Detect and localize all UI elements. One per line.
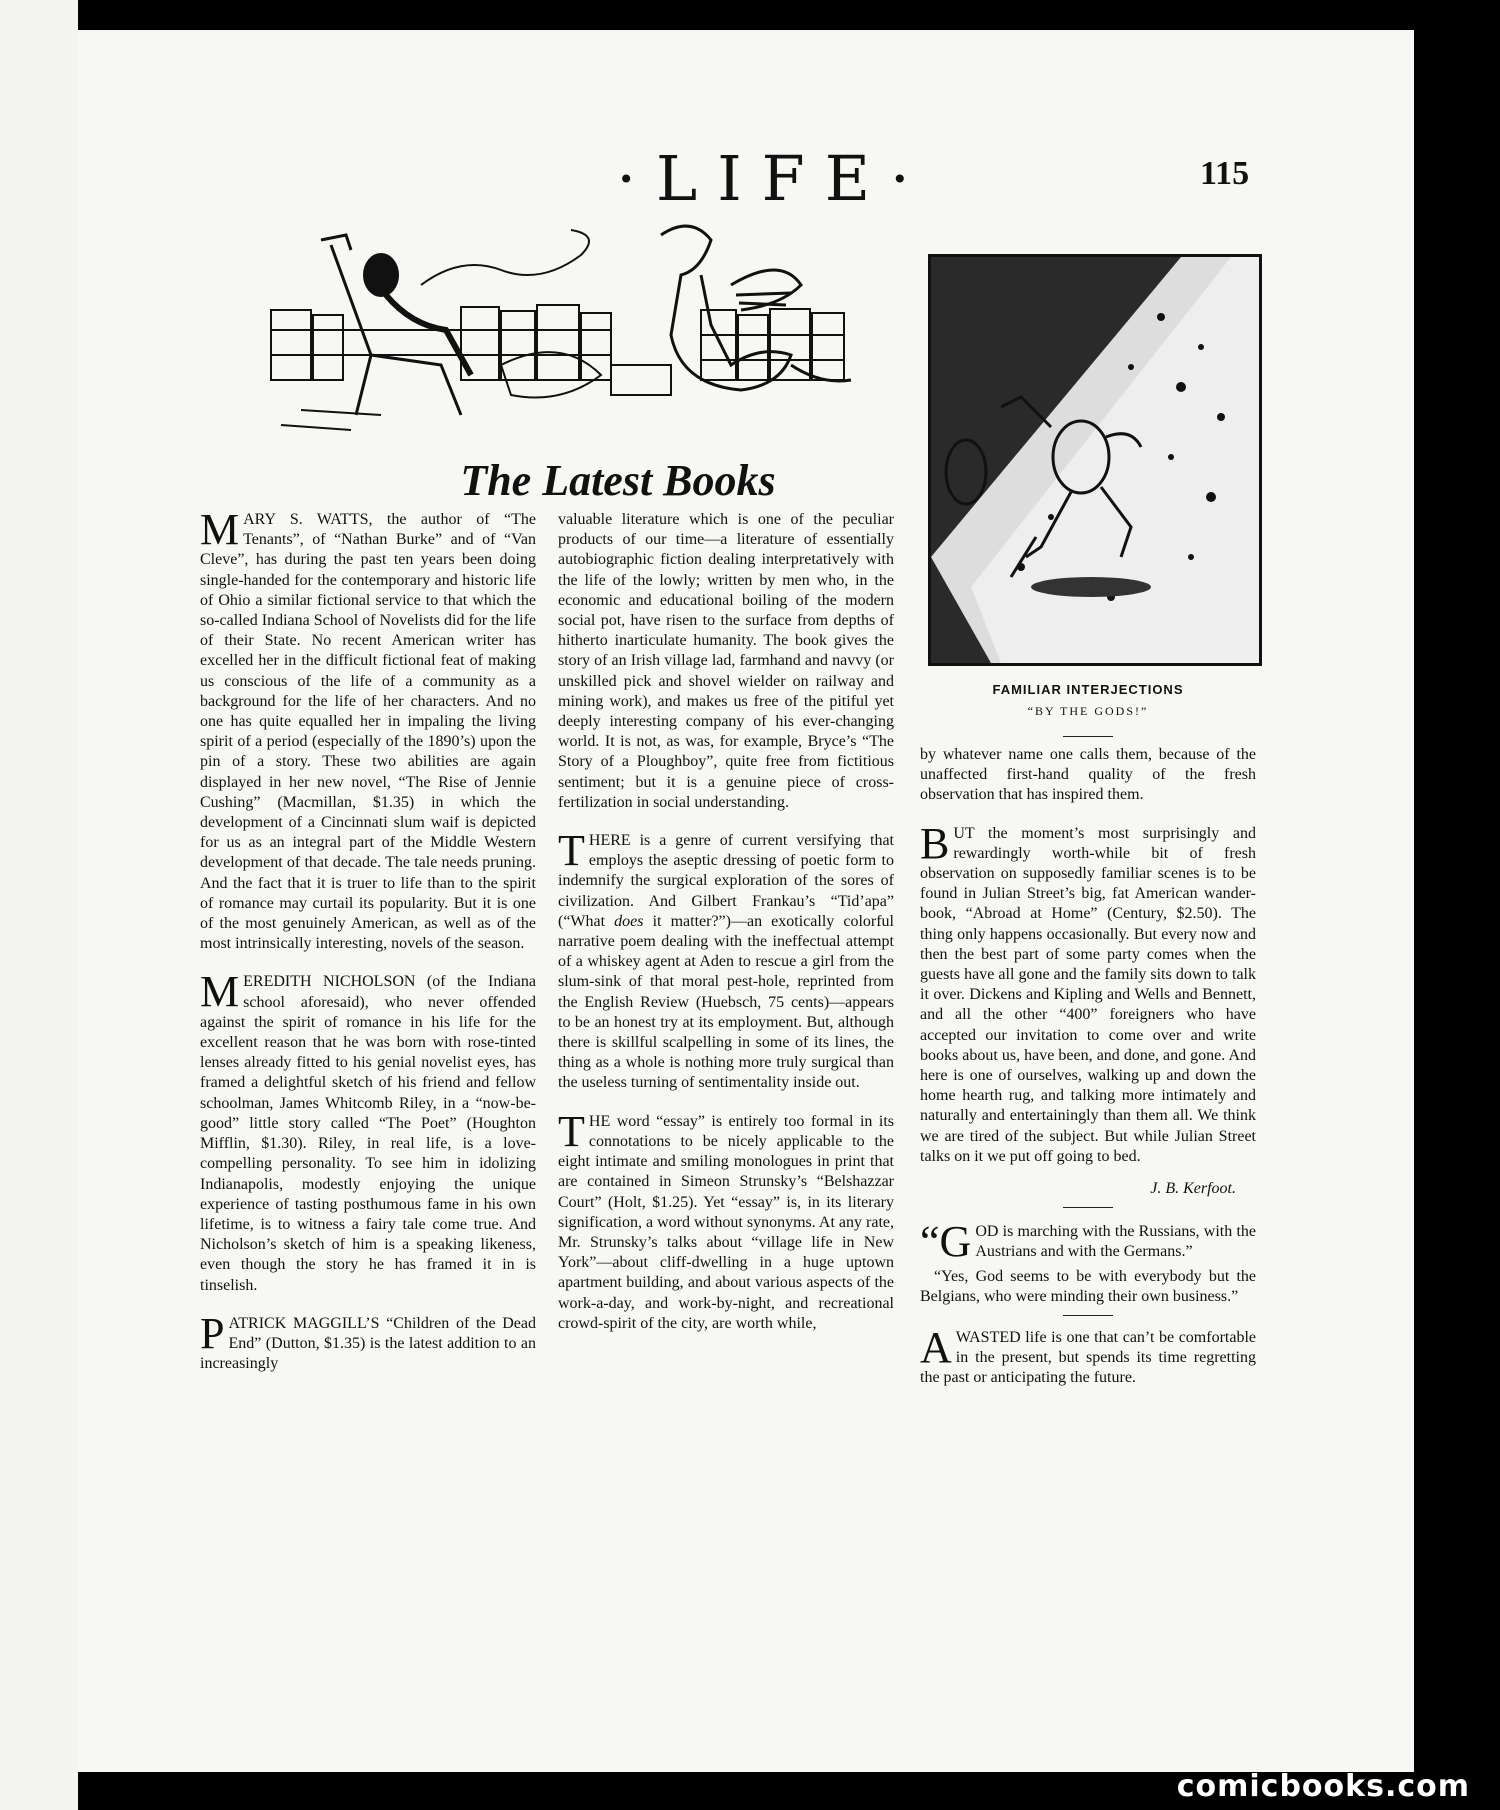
header-illustration	[261, 215, 896, 445]
drop-cap: T	[558, 826, 585, 876]
divider-rule	[1063, 736, 1113, 737]
drop-cap: A	[920, 1323, 952, 1373]
emphasis-text: does	[614, 912, 644, 930]
cartoon-illustration	[931, 257, 1259, 663]
paragraph-text: ARY S. WATTS, the author of “The Tenants”, of “Nathan Burke” and of “Van Cleve”, has during the past ten years been doing single-handed for the contemporary and historic life of Ohio a similar fictional service to that which the so-called Indiana School of Novelists did for the life of their State. No recent American writer has excelled her in the difficult fictional feat of making us conscious of the life of a community as a background for the life of her characters. And no one has quite equalled her in impaling the living spirit of a period (especially of the 1890’s) upon the pin of a story. These two abilities are again displayed in her new novel, “The Rise of Jennie Cushing” (Macmillan, $1.35) in which the development of a Cincinnati slum waif is depicted for us as an integral part of the Middle Western development of that decade. The tale needs pruning. And the fact that it is truer to life than to the spirit of romance may curtail its popularity. But it is one of the most genuinely American, as well as of the most intrinsically interesting, novels of the season.	[200, 511, 536, 953]
magazine-page	[78, 30, 1414, 1772]
drop-cap: P	[200, 1308, 225, 1358]
paragraph-maggill-continued: valuable literature which is one of the peculiar products of our time—a literature of essentially autobiographic fiction dealing interpretatively with the life of the lowly; written by men who, in the economic and educational boiling of the modern social pot, have risen to the surface from depths of hitherto inarticulate humanity. The book gives the story of an Irish village lad, farmhand and navvy (or unskilled pick and shovel wielder on railway and mining work), and makes us free of the pitiful yet deeply interesting company of his ever-changing world. It is not, as was, for example, Bryce’s “The Story of a Ploughboy”, quite free from fictitious sentiment; but it is a genuine piece of cross-fertilization in social understanding.	[558, 511, 894, 811]
paragraph-text: HERE is a genre of current versifying that employs the aseptic dressing of poetic form to indemnify the surgical exploration of the sores of civilization. And Gilbert Frankau’s “Tid’apa” (“What	[558, 832, 894, 930]
paragraph-frankau	[558, 826, 894, 1094]
drop-cap: “G	[920, 1217, 972, 1267]
paragraph-text: HE word “essay” is entirely too formal in its connotations to be nicely applicable to the eight intimate and smiling monologues in print that are contained in Simeon Strunsky’s “Belshazzar Court” (Holt, $1.25). Yet “essay” is, in its literary signification, a word without synonyms. At any rate, Mr. Strunsky’s talks about “village life in New York”—about cliff-dwelling in a huge uptown apartment building, and about various aspects of the work-a-day, and work-by-night, and recreational crowd-spirit of the city, are worth while,	[558, 1112, 894, 1332]
paragraph-strunsky-continued: by whatever name one calls them, because of the unaffected first-hand quality of the fresh observation that has inspired them.	[920, 746, 1256, 804]
page-number: 115	[1200, 155, 1250, 192]
paragraph-watts	[200, 505, 536, 954]
paragraph-text: WASTED life is one that can’t be comfortable in the present, but spends its time regretting the past or anticipating the future.	[920, 1329, 1256, 1387]
paragraph-text: ATRICK MAGGILL’S “Children of the Dead End” (Dutton, $1.35) is the latest addition to an increasingly	[200, 1314, 536, 1373]
paragraph-belgians: “Yes, God seems to be with everybody but the Belgians, who were minding their own business.”	[920, 1267, 1256, 1305]
drop-cap: B	[920, 818, 950, 868]
paragraph-god-marching	[920, 1217, 1256, 1267]
paragraph-maggill	[200, 1308, 536, 1375]
column-3	[920, 746, 1256, 1407]
cartoon-subcaption: “BY THE GODS!”	[1027, 704, 1149, 718]
watermark: comicbooks.com	[1176, 1769, 1470, 1804]
paragraph-strunsky	[558, 1106, 894, 1334]
paragraph-street	[920, 818, 1256, 1167]
drop-cap: T	[558, 1106, 585, 1156]
paragraph-text: OD is marching with the Russians, with the Austrians and with the Germans.”	[975, 1223, 1256, 1261]
paragraph-text: UT the moment’s most surprisingly and rewardingly worth-while bit of fresh observation on supposedly familiar scenes is to be found in Julian Street’s big, fat American wander-book, “Abroad at Home” (Century, $2.50). The thing only happens occasionally. But every now and then the best part of some party comes when the guests have all gone and the family sits down to talk it over. Dickens and Kipling and Wells and Bennett, and all the other “400” foreigners who have accepted our invitation to come over and write books about us, have been, and done, and gone. And here is one of ourselves, walking up and down the home hearth rug, and talking more intimately and naturally and entertainingly than them all. We think we are tired of the subject. But while Julian Street talks on it we put off going to bed.	[920, 824, 1256, 1165]
author-signature: J. B. Kerfoot.	[1150, 1180, 1236, 1198]
drop-cap: M	[200, 967, 240, 1017]
paragraph-text: EREDITH NICHOLSON (of the Indiana school aforesaid), who never offended against the spirit of romance in his life for the excellent reason that he was born with rose-tinted lenses already fitted to his genial novelist eyes, has framed a delightful sketch of his friend and fellow schoolman, James Whitcomb Riley, in a “now-be-good” little story called “The Poet” (Houghton Mifflin, $1.30). Riley, in real life, is a love-compelling personality. To see him in idolizing Indianapolis, modestly enjoying the unique experience of tasting posthumous fame in his own lifetime, is to witness a fairy tale come true. And Nicholson’s sketch of him is a speaking likeness, even though the story he has framed it in is tinselish.	[200, 973, 536, 1294]
column-1	[200, 505, 536, 1392]
paragraph-wasted-life	[920, 1323, 1256, 1389]
drop-cap: M	[200, 505, 240, 554]
article-title: The Latest Books	[460, 456, 776, 505]
masthead: ·LIFE·	[616, 142, 930, 215]
cartoon-frame	[928, 254, 1262, 666]
column-2	[558, 510, 894, 1352]
cartoon-caption: FAMILIAR INTERJECTIONS	[992, 682, 1184, 697]
divider-rule	[1063, 1207, 1113, 1208]
paragraph-text: it matter?”)—an exotically colorful narrative poem dealing with the ineffectual attempt of a whiskey agent at Aden to rescue a girl from the slum-sink of that moral pest-hole, reprinted from the English Review (Huebsch, 75 cents)—appears to be an honest try at its employment. But, although there is skillful scalpelling in some of its lines, the thing as a whole is nothing more truly surgical than the useless turning of sentimentality inside out.	[558, 912, 894, 1092]
paragraph-nicholson	[200, 967, 536, 1295]
divider-rule	[1063, 1315, 1113, 1316]
